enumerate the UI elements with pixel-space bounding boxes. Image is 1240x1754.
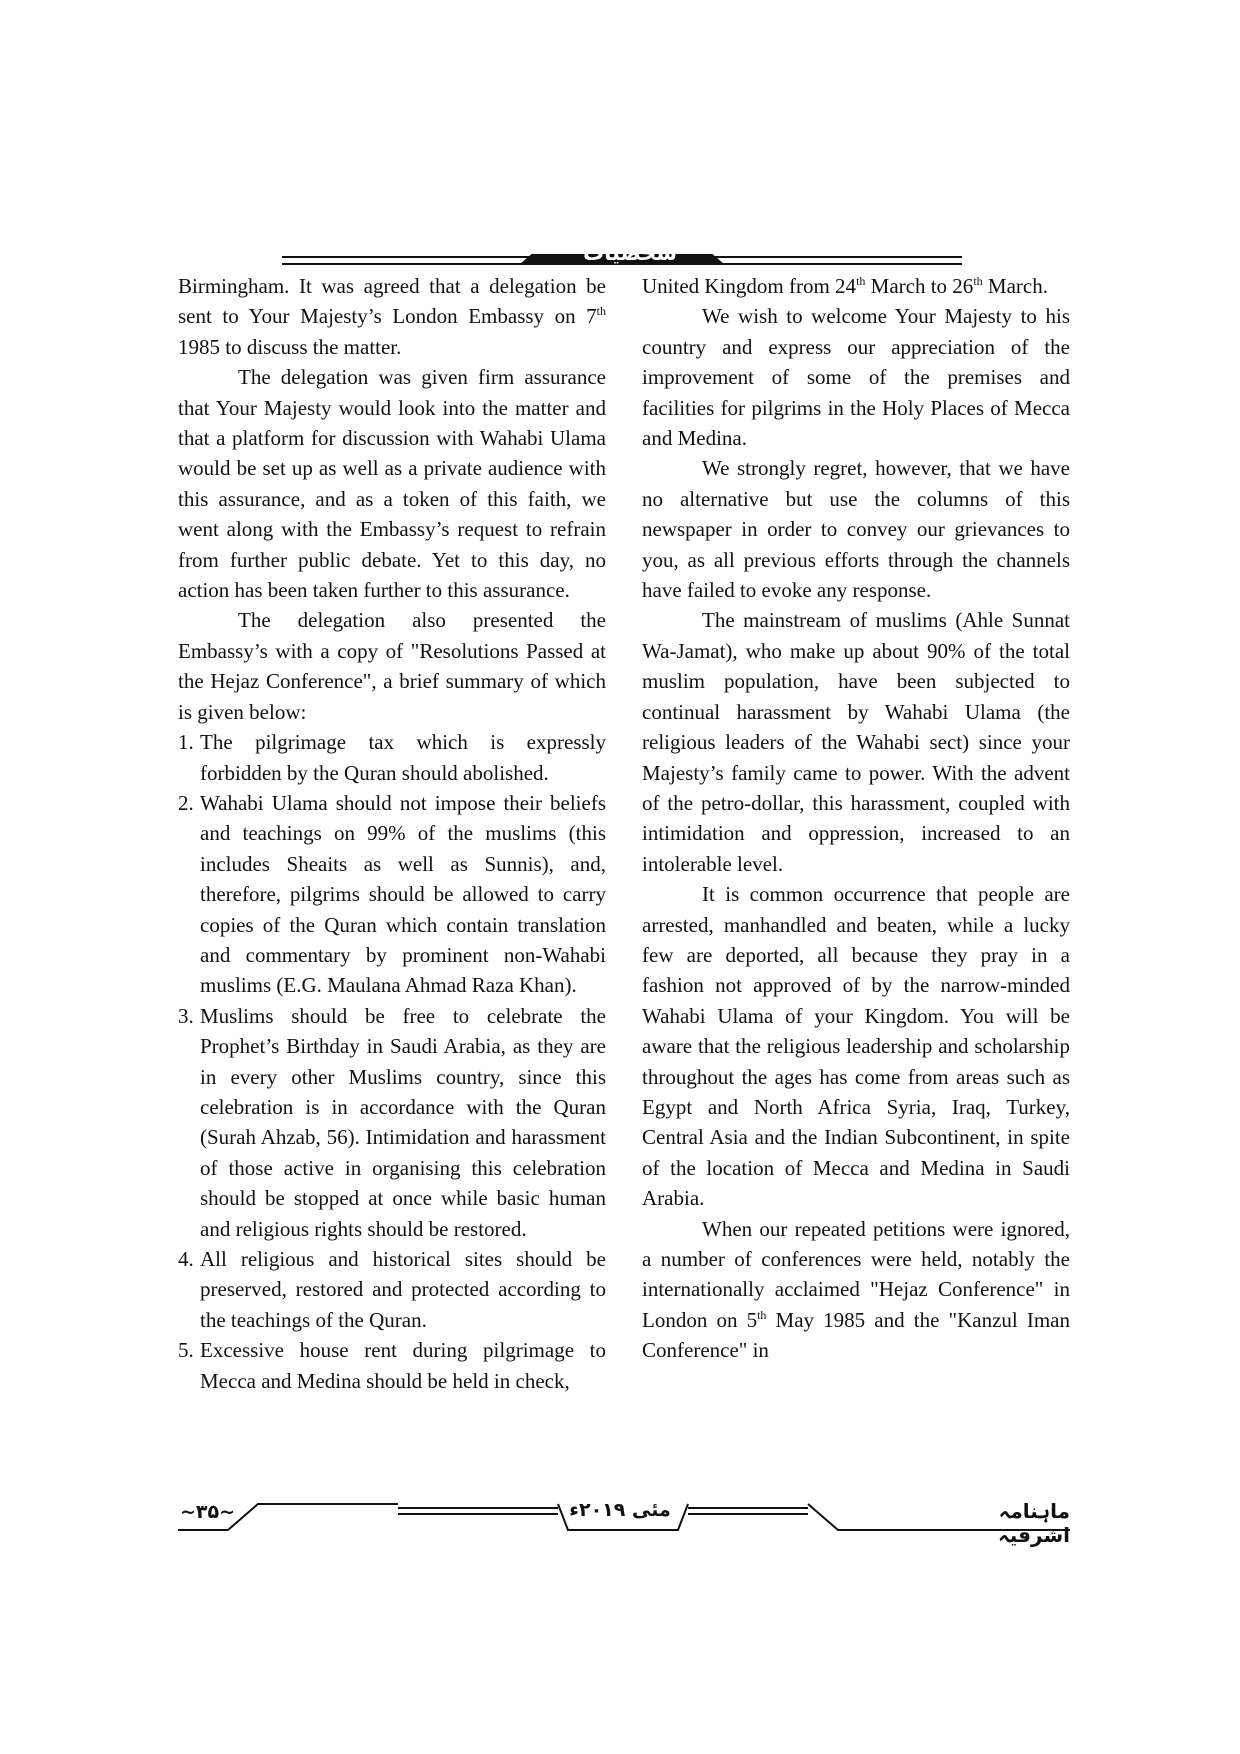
left-column [178, 271, 606, 1396]
right-paragraph-6: When our repeated petitions were ignored, a number of conferences were held, notably the internationally acclaimed "Hejaz Conference" in London on 5th May 1985 and the "Kanzul Iman Conference" in [642, 1216, 1070, 1363]
list-item: 4. All religious and historical sites should be preserved, restored and protected according to the teachings of the Quran. [178, 1247, 606, 1332]
left-paragraph-2: The delegation was given firm assurance that Your Majesty would look into the matter and that a platform for discussion with Wahabi Ulama would be set up as well as a private audience with this assurance, and as a token of this faith, we went along with the Embassy’s request to refrain from further public debate. Yet to this day, no action has been taken further to this assurance. [178, 365, 606, 603]
left-paragraph-1: Birmingham. It was agreed that a delegation be sent to Your Majesty’s London Embassy on 7th 1985 to discuss the matter. [178, 274, 606, 359]
issue-date: مئی ۲۰۱۹ء [569, 1499, 671, 1521]
list-item: 1. The pilgrimage tax which is expressly forbidden by the Quran should abolished. [178, 730, 606, 785]
right-paragraph-3: We strongly regret, however, that we have no alternative but use the columns of this newspaper in order to convey our grievances to you, as all previous efforts through the channels have failed to evoke any response. [642, 456, 1070, 603]
right-paragraph-5: It is common occurrence that people are arrested, manhandled and beaten, while a lucky few are deported, all because they pray in a fashion not approved of by the narrow-minded Wahabi Ulama of your Kingdom. You will be aware that the religious leadership and scholarship throughout the ages has come from areas such as Egypt and North Africa Syria, Iraq, Turkey, Central Asia and the Indian Subcontinent, in spite of the location of Mecca and Medina in Saudi Arabia. [642, 882, 1070, 1211]
list-item: 5. Excessive house rent during pilgrimage to Mecca and Medina should be held in check, [178, 1338, 606, 1393]
magazine-name: ماہنامہ اشرفیہ [998, 1499, 1070, 1547]
right-paragraph-4: The mainstream of muslims (Ahle Sunnat Wa-Jamat), who make up about 90% of the total muslim population, have been subjected to continual harassment by Wahabi Ulama (the religious leaders of the Wahabi sect) since your Majesty’s family came to power. With the advent of the petro-dollar, this harassment, coupled with intimidation and oppression, increased to an intolerable level. [642, 608, 1070, 876]
left-paragraph-3: The delegation also presented the Embassy’s with a copy of "Resolutions Passed at the Hejaz Conference", a brief summary of which is given below: [178, 608, 606, 724]
right-paragraph-2: We wish to welcome Your Majesty to his country and express our appreciation of the improvement of some of the premises and facilities for pilgrims in the Holy Places of Mecca and Medina. [642, 304, 1070, 451]
right-column [642, 271, 1070, 1366]
list-item: 2. Wahabi Ulama should not impose their beliefs and teachings on 99% of the muslims (this includes Sheaits as well as Sunnis), and, therefore, pilgrims should be allowed to carry copies of the Quran which contain translation and commentary by prominent non-Wahabi muslims (E.G. Maulana Ahmad Raza Khan). [178, 790, 606, 998]
right-paragraph-1: United Kingdom from 24th March to 26th March. [642, 274, 1048, 298]
list-item: 3. Muslims should be free to celebrate the Prophet’s Birthday in Saudi Arabia, as they are in every other Muslims country, since this celebration is in accordance with the Quran (Surah Ahzab, 56). Intimidation and harassment of those active in organising this celebration should be stopped at once while basic human and religious rights should be restored. [178, 1003, 606, 1241]
section-title: شخصیات [582, 241, 678, 265]
page-number: ~۳۵~ [180, 1501, 236, 1523]
resolutions-list [178, 727, 606, 1396]
